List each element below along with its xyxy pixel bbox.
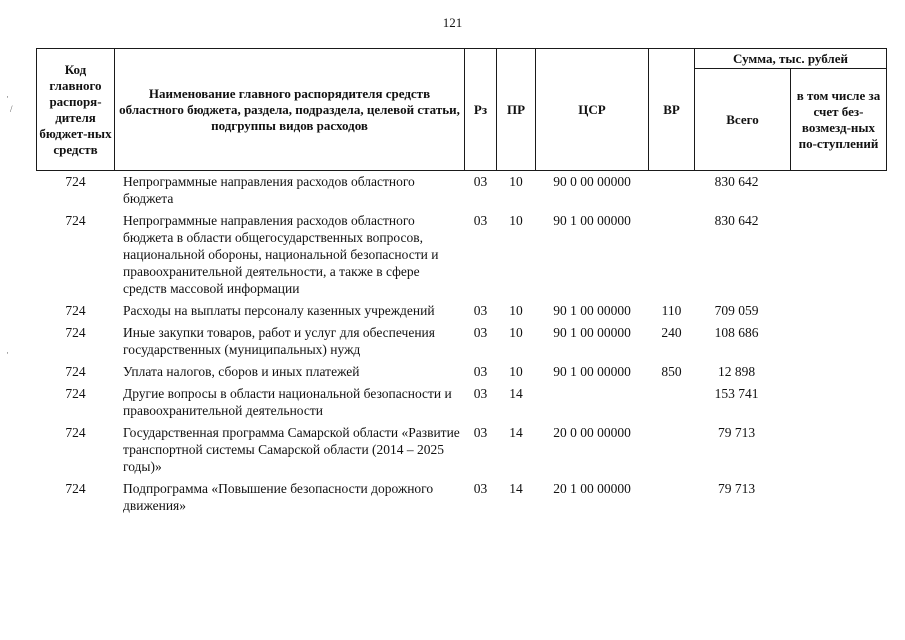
cell-name: Другие вопросы в области национальной безопасности и правоохранительной деятельности <box>123 386 452 418</box>
cell-rz: 03 <box>473 425 488 440</box>
header-csr: ЦСР <box>536 49 649 171</box>
cell-csr: 90 1 00 00000 <box>553 325 631 340</box>
cell-csr: 90 1 00 00000 <box>553 364 631 379</box>
table-header <box>37 49 887 171</box>
cell-rz: 03 <box>473 325 488 340</box>
cell-vr: 850 <box>661 364 682 379</box>
cell-code: 724 <box>65 481 86 496</box>
cell-pr: 14 <box>509 386 523 401</box>
table-row <box>37 171 887 213</box>
cell-vr: 110 <box>661 303 682 318</box>
cell-vr <box>649 212 695 302</box>
cell-pr: 10 <box>509 325 523 340</box>
cell-rz: 03 <box>473 174 488 189</box>
cell-rz: 03 <box>473 386 488 401</box>
cell-name: Подпрограмма «Повышение безопасности дорожного движения» <box>123 481 434 513</box>
cell-free <box>791 302 887 324</box>
cell-rz: 03 <box>473 364 488 379</box>
cell-name: Государственная программа Самарской области «Развитие транспортной системы Самарской области (2014 – 2025 годы)» <box>123 425 460 474</box>
cell-free <box>791 324 887 363</box>
cell-name: Уплата налогов, сборов и иных платежей <box>123 364 360 379</box>
cell-code: 724 <box>65 425 86 440</box>
cell-pr: 14 <box>509 425 523 440</box>
table-row <box>37 424 887 480</box>
cell-total: 709 059 <box>714 303 759 318</box>
budget-table <box>36 48 887 519</box>
cell-total: 830 642 <box>714 174 759 189</box>
cell-pr: 10 <box>509 303 523 318</box>
cell-csr: 20 0 00 00000 <box>553 425 631 440</box>
cell-free <box>791 424 887 480</box>
cell-pr: 10 <box>509 213 523 228</box>
margin-mark: / <box>10 104 13 114</box>
cell-total: 153 741 <box>714 386 759 401</box>
cell-free <box>791 171 887 213</box>
header-total: Всего <box>695 69 791 171</box>
cell-csr: 90 1 00 00000 <box>553 213 631 228</box>
cell-csr <box>536 385 649 424</box>
header-free: в том числе за счет без-возмезд-ных по-ступлений <box>791 69 887 171</box>
cell-free <box>791 480 887 519</box>
table-row <box>37 363 887 385</box>
cell-rz: 03 <box>473 303 488 318</box>
table-body <box>37 171 887 520</box>
cell-pr: 14 <box>509 481 523 496</box>
header-rz: Рз <box>465 49 497 171</box>
cell-total: 79 713 <box>717 481 756 496</box>
cell-code: 724 <box>65 303 86 318</box>
cell-code: 724 <box>65 174 86 189</box>
cell-rz: 03 <box>473 481 488 496</box>
table-row <box>37 212 887 302</box>
header-code: Код главного распоря-дителя бюджет-ных средств <box>37 49 115 171</box>
cell-free <box>791 212 887 302</box>
page-number: 121 <box>442 15 463 30</box>
cell-csr: 90 0 00 00000 <box>553 174 631 189</box>
cell-vr <box>649 171 695 213</box>
cell-vr <box>649 385 695 424</box>
cell-pr: 10 <box>509 174 523 189</box>
cell-code: 724 <box>65 364 86 379</box>
cell-code: 724 <box>65 213 86 228</box>
margin-mark: · <box>6 348 9 358</box>
cell-code: 724 <box>65 325 86 340</box>
cell-name: Расходы на выплаты персоналу казенных учреждений <box>123 303 435 318</box>
cell-vr <box>649 480 695 519</box>
cell-vr: 240 <box>661 325 682 340</box>
header-pr: ПР <box>497 49 536 171</box>
margin-mark: · <box>6 92 9 102</box>
cell-name: Непрограммные направления расходов областного бюджета <box>123 174 415 206</box>
cell-rz: 03 <box>473 213 488 228</box>
table-row <box>37 385 887 424</box>
table-row <box>37 302 887 324</box>
header-name: Наименование главного распорядителя средств областного бюджета, раздела, подраздела, целевой статьи, подгруппы видов расходов <box>115 49 465 171</box>
cell-free <box>791 363 887 385</box>
cell-vr <box>649 424 695 480</box>
cell-name: Иные закупки товаров, работ и услуг для обеспечения государственных (муниципальных) нужд <box>123 325 435 357</box>
cell-csr: 20 1 00 00000 <box>553 481 631 496</box>
cell-free <box>791 385 887 424</box>
header-sum: Сумма, тыс. рублей <box>695 49 887 69</box>
header-vr: ВР <box>649 49 695 171</box>
cell-code: 724 <box>65 386 86 401</box>
cell-total: 79 713 <box>717 425 756 440</box>
cell-name: Непрограммные направления расходов областного бюджета в области общегосударственных вопросов, национальной обороны, национальной безопасности и правоохранительной деятельности, а также в сфере средств массовой информации <box>123 213 439 296</box>
cell-csr: 90 1 00 00000 <box>553 303 631 318</box>
cell-total: 108 686 <box>714 325 759 340</box>
cell-total: 830 642 <box>714 213 759 228</box>
table-row <box>37 324 887 363</box>
cell-total: 12 898 <box>717 364 756 379</box>
cell-pr: 10 <box>509 364 523 379</box>
table-row <box>37 480 887 519</box>
